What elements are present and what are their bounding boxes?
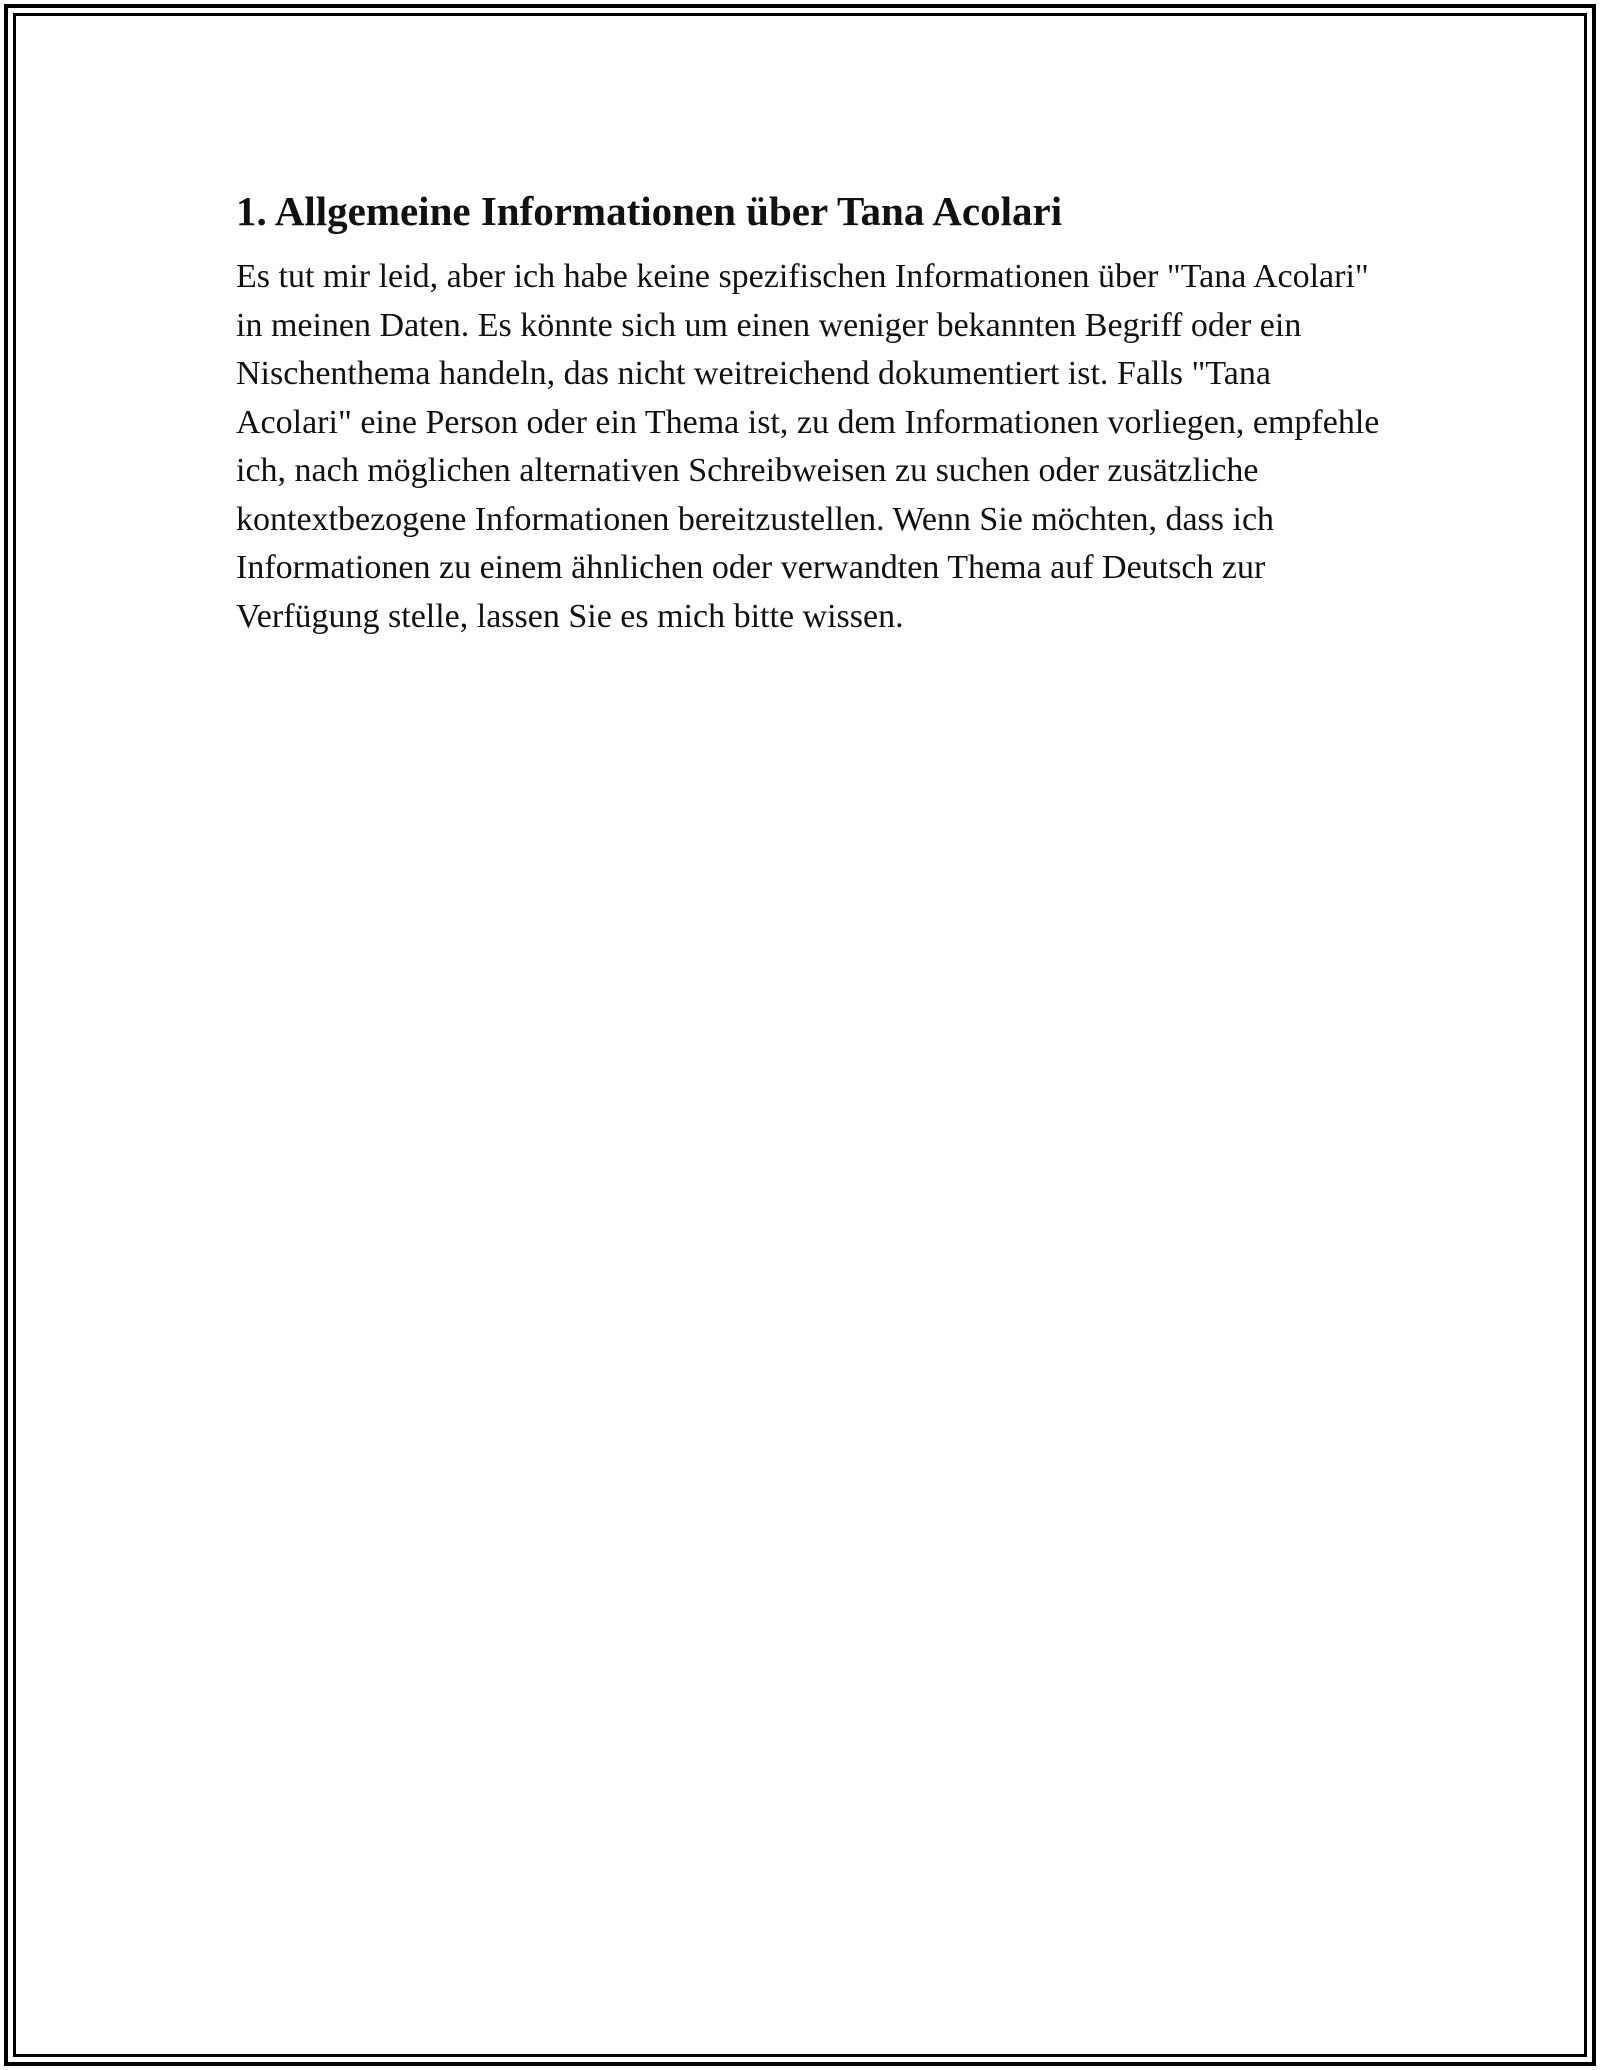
section-heading: 1. Allgemeine Informationen über Tana Acolari	[236, 188, 1063, 234]
document-content	[236, 185, 1386, 641]
section-paragraph: Es tut mir leid, aber ich habe keine spezifischen Informationen über "Tana Acolari" in meinen Daten. Es könnte sich um einen weniger bekannten Begriff oder ein Nischenthema handeln, das nicht weitreichend dokumentiert ist. Falls "Tana Acolari" eine Person oder ein Thema ist, zu dem Informationen vorliegen, empfehle ich, nach möglichen alternativen Schreibweisen zu suchen oder zusätzliche kontextbezogene Informationen bereitzustellen. Wenn Sie möchten, dass ich Informationen zu einem ähnlichen oder verwandten Thema auf Deutsch zur Verfügung stelle, lassen Sie es mich bitte wissen.	[236, 258, 1380, 635]
